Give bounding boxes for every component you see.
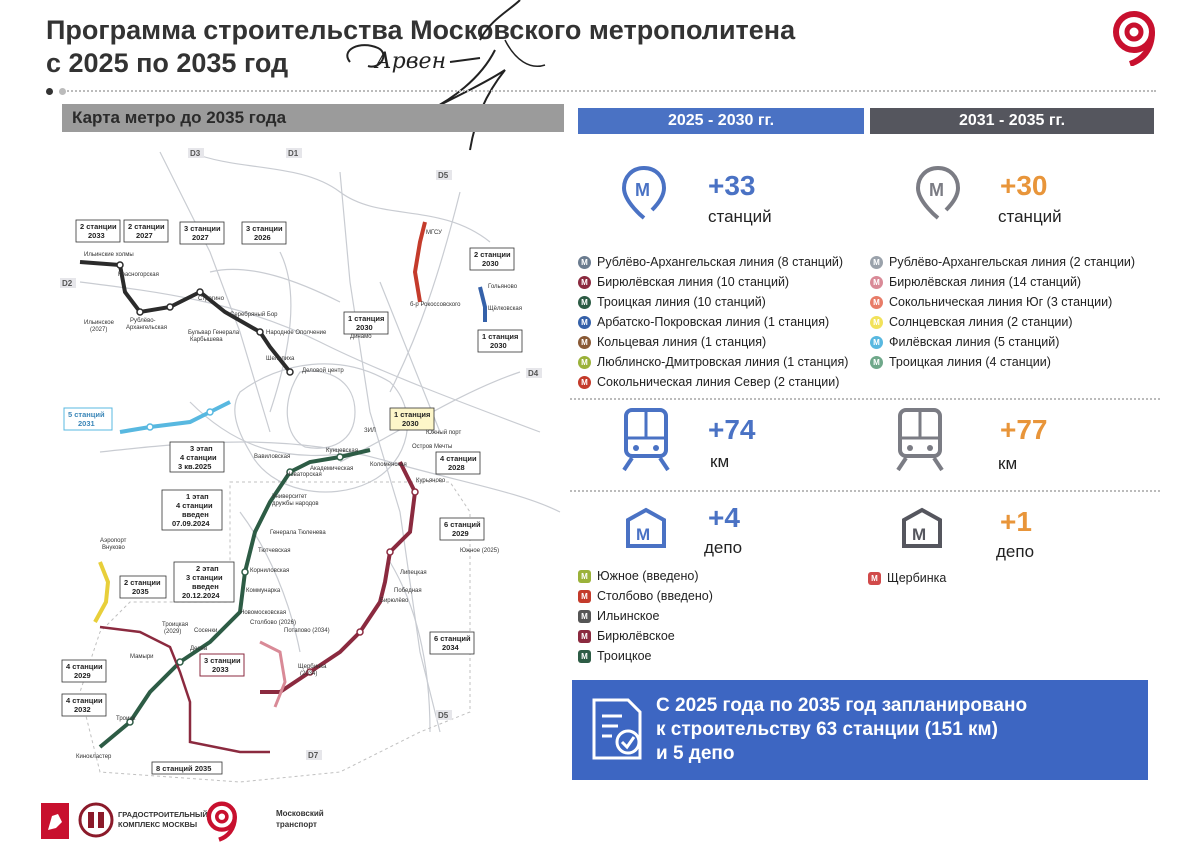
metro-line-icon: [870, 276, 883, 289]
label-d1: D1: [288, 149, 299, 158]
km-count-p1: +74: [708, 414, 756, 445]
station-narodnoe: Народное Ополчение: [266, 330, 327, 336]
depot-marker-icon: [868, 572, 881, 585]
station-kinoklaster: Киноклaстер: [76, 754, 112, 760]
summary-line-3: и 5 депо: [656, 743, 735, 764]
station-shelepiha: Шелепиха: [266, 356, 295, 362]
header-divider: [60, 90, 1156, 92]
legend-label: Арбатско-Покровская линия (1 станция): [597, 315, 830, 329]
station-novomoskovskaya: Новомосковская: [240, 610, 287, 616]
metro-line-icon: [578, 296, 591, 309]
depot-marker-icon: [578, 630, 591, 643]
legend-item: [578, 332, 848, 352]
station-dinamo: Динамо: [350, 334, 372, 340]
station-kommunarka: Коммунарка: [246, 588, 281, 594]
label-d7: D7: [308, 751, 319, 760]
depot-item: [578, 606, 713, 626]
legend-item: [870, 312, 1135, 332]
page-title: [46, 14, 795, 80]
station-potapovo: Потапово (2034): [284, 628, 330, 634]
callout-2029a: 6 станций 2029: [444, 520, 481, 538]
km-unit-p1: км: [710, 452, 730, 471]
depot-unit-p1: депо: [704, 538, 743, 557]
period-header-2031-2035: 2031 - 2035 гг.: [870, 108, 1154, 134]
title-line-1: Программа строительства Московского метрополитена: [46, 15, 796, 45]
lines-legend-p2: [870, 252, 1135, 372]
label-d5-south: D5: [438, 711, 449, 720]
station-lipetskaya: Липецкая: [400, 570, 427, 576]
line-arbatsko: [480, 287, 485, 322]
callout-2028: 4 станции 2028: [440, 454, 477, 472]
station-ilinskie: Ильинские холмы: [84, 252, 134, 258]
station-kornilovskaya: Корниловская: [250, 568, 290, 574]
station-biryulevo: Бирюлёво: [380, 598, 409, 604]
callout-2030b: 1 станция 2030: [348, 314, 385, 332]
metro-line-icon: [870, 316, 883, 329]
callout-2034: 6 станций 2034: [434, 634, 471, 652]
line-biryulevskaya-west: [100, 627, 270, 752]
callout-2035a: 2 станции 2035: [124, 578, 161, 596]
svg-text:М: М: [912, 525, 927, 544]
depot-item: [578, 626, 713, 646]
callout-2033: 2 станции 2033: [80, 222, 117, 240]
depot-label: Южное: [597, 569, 639, 583]
moscow-transport-logo: [1112, 10, 1162, 66]
legend-label: Филёвская линия (5 станций): [889, 335, 1060, 349]
legend-item: [870, 332, 1135, 352]
label-d4: D4: [528, 369, 539, 378]
period-header-2025-2030: 2025 - 2030 гг.: [578, 108, 864, 134]
station-vavilovskaya: Вавиловская: [254, 454, 291, 460]
station-serebryany: Серебряный Бор: [230, 312, 278, 318]
callout-2027b: 3 станции 2027: [184, 224, 221, 242]
depot-item: [578, 646, 713, 666]
stations-count-p1: +33: [708, 170, 756, 201]
metro-map: [40, 132, 564, 792]
legend-label: Солнцевская линия (2 станции): [889, 315, 1073, 329]
depot-item: [868, 568, 946, 588]
km-unit-p2: км: [998, 454, 1018, 473]
legend-item: [578, 252, 848, 272]
depot-item: [578, 586, 713, 606]
station-rublevo: Рублёво-Архангельская: [126, 318, 168, 331]
depot-unit-p2: депо: [996, 542, 1035, 561]
metro-line-icon: [578, 336, 591, 349]
footer-org-2: Московский транспорт: [276, 809, 324, 829]
page-dot-active: [46, 88, 53, 95]
station-ostrov: Остров Мечты: [412, 444, 453, 450]
svg-text:М: М: [636, 525, 651, 544]
station-zil: ЗИЛ: [364, 428, 376, 434]
line-solntsevskaya: [95, 562, 108, 622]
depot-icon-blue: [624, 506, 668, 550]
station-ilinskoe: Ильинское (2027): [84, 320, 114, 333]
station-kurjanovo: Курьяново: [416, 478, 446, 484]
moscow-coat-of-arms-icon: [40, 802, 70, 840]
title-line-2: с 2025 по 2035 год: [46, 48, 289, 78]
station-mgsu: МГСУ: [426, 230, 442, 236]
station-kolomenskaya: Коломенская: [370, 462, 407, 468]
stations-unit-p2: станций: [998, 207, 1062, 226]
callout-stage2: 2 этап 3 станции введен 20.12.2024: [182, 564, 223, 600]
moscow-transport-footer-logo: [206, 800, 242, 842]
station-delovoy: Деловой центр: [302, 368, 344, 374]
metro-line-icon: [870, 356, 883, 369]
depot-list-p2: [868, 568, 946, 588]
station-vnukovo: Аэропорт Внуково: [100, 538, 127, 551]
metro-line-icon: [578, 316, 591, 329]
station-shcherbinka: Щербинка (2034): [298, 664, 327, 677]
callout-2029b: 4 станции 2029: [66, 662, 103, 680]
depot-label: Троицкое: [597, 649, 652, 663]
depot-label: Столбово: [597, 589, 654, 603]
depot-marker-icon: [578, 570, 591, 583]
legend-label: Троицкая линия (4 станции): [889, 355, 1051, 369]
legend-item: [578, 352, 848, 372]
handwriting-text: Арвен: [375, 49, 447, 74]
depot-note: (введено): [656, 589, 713, 603]
summary-line-1: С 2025 года по 2035 год запланировано: [656, 695, 1028, 716]
depot-label: Бирюлёвское: [597, 629, 675, 643]
callout-2035b: 8 станций 2035: [156, 764, 212, 773]
station-yuzhnoe: Южное (2025): [460, 548, 500, 554]
grad-complex-logo-icon: [78, 802, 114, 838]
callout-2030c: 1 станция 2030: [482, 332, 519, 350]
station-troitskaya: Троицкая (2029): [162, 622, 189, 635]
legend-label: Рублёво-Архангельская линия (8 станций): [597, 255, 844, 269]
callout-2026: 3 станции 2026: [246, 224, 283, 242]
metro-line-icon: [578, 276, 591, 289]
callout-2030a: 2 станции 2030: [474, 250, 511, 268]
legend-item: [870, 272, 1135, 292]
station-kurskaya: Кунцевская: [326, 448, 358, 454]
section-divider: [570, 398, 1160, 400]
legend-label: Сокольническая линия Север (2 станции): [597, 375, 840, 389]
summary-text: [656, 694, 1136, 766]
train-icon-blue: [620, 408, 672, 472]
depot-label: Ильинское: [597, 609, 660, 623]
callout-stage3: 3 этап 4 станции 3 кв.2025: [178, 444, 217, 471]
legend-label: Сокольническая линия Юг (3 станции): [889, 295, 1113, 309]
station-tyuleneva: Генерала Тюленева: [270, 530, 326, 536]
station-krasnogorskaya: Красногорская: [118, 272, 159, 278]
footer-org-1: ГРАДОСТРОИТЕЛЬНЫЙ КОМПЛЕКС МОСКВЫ: [118, 810, 208, 829]
station-mamyri: Мамыри: [130, 654, 154, 660]
station-stolbovo: Столбово (2026): [250, 620, 296, 626]
legend-item: [870, 292, 1135, 312]
station-yuzhny-port: Южный порт: [426, 430, 462, 436]
summary-line-2: к строительству 63 станции (151 км): [656, 719, 998, 740]
depot-list-p1: [578, 566, 713, 666]
station-troitsk: Троицк: [116, 716, 136, 722]
depot-item: [578, 566, 713, 586]
line-sokolnicheskaya-north: [415, 222, 425, 302]
stations-unit-p1: станций: [708, 207, 772, 226]
depot-count-p1: +4: [708, 502, 740, 533]
metro-pin-icon-gray: [916, 166, 960, 220]
callout-2031: 5 станций 2031: [68, 410, 105, 428]
legend-label: Кольцевая линия (1 станция): [597, 335, 767, 349]
callout-stage1: 1 этап 4 станции введен 07.09.2024: [172, 492, 213, 528]
legend-item: [578, 272, 848, 292]
station-novatorskaya: Новаторская: [286, 472, 322, 478]
line-troitskaya: [100, 450, 370, 747]
station-pobedy: Победная: [394, 588, 422, 594]
legend-label: Бирюлёвская линия (10 станций): [597, 275, 790, 289]
map-header: [62, 104, 564, 132]
depot-marker-icon: [578, 590, 591, 603]
label-d2: D2: [62, 279, 73, 288]
metro-line-icon: [578, 376, 591, 389]
map-header-text: Карта метро до 2035 года: [72, 108, 287, 127]
callout-2030d: 1 станция 2030: [394, 410, 431, 428]
legend-item: [870, 352, 1135, 372]
station-bulvar: Бульвар Генерала Карбышева: [188, 330, 240, 343]
station-universitet: Университет дружбы народов: [272, 494, 319, 507]
station-desna: Десна: [190, 646, 208, 652]
lines-legend-p1: [578, 252, 848, 392]
station-tyutchevskaya: Тютчевская: [258, 548, 291, 554]
depot-icon-gray: [900, 506, 944, 550]
svg-text:М: М: [635, 180, 650, 200]
metro-line-icon: [870, 336, 883, 349]
metro-line-icon: [578, 256, 591, 269]
station-sosenki: Сосенки: [194, 628, 218, 634]
depot-marker-icon: [578, 650, 591, 663]
km-count-p2: +77: [1000, 414, 1048, 445]
station-golyanovo: Гольяново: [488, 284, 518, 290]
line-filevskaya: [120, 402, 230, 432]
legend-item: [578, 372, 848, 392]
metro-line-icon: [870, 296, 883, 309]
metro-pin-icon-blue: [622, 166, 666, 220]
station-strogino: Строгино: [198, 296, 224, 302]
section-divider: [570, 490, 1160, 492]
depot-count-p2: +1: [1000, 506, 1032, 537]
document-check-icon: [588, 696, 646, 762]
summary-banner: [572, 680, 1148, 780]
depot-label: Щербинка: [887, 571, 947, 585]
train-icon-gray: [894, 408, 946, 472]
legend-label: Бирюлёвская линия (14 станций): [889, 275, 1082, 289]
depot-marker-icon: [578, 610, 591, 623]
station-rokossovskogo: б-р Рокоссовского: [410, 302, 461, 308]
label-d5: D5: [438, 171, 449, 180]
callout-2032: 4 станции 2032: [66, 696, 103, 714]
legend-item: [870, 252, 1135, 272]
station-akademicheskaya: Академическая: [310, 466, 354, 472]
metro-line-icon: [578, 356, 591, 369]
callout-2027a: 2 станции 2027: [128, 222, 165, 240]
legend-label: Рублёво-Архангельская линия (2 станции): [889, 255, 1136, 269]
station-shchelkovskaya: Щёлковская: [488, 306, 522, 312]
line-biryulevskaya-south: [260, 642, 285, 707]
svg-text:М: М: [929, 180, 944, 200]
stations-count-p2: +30: [1000, 170, 1048, 201]
metro-line-icon: [870, 256, 883, 269]
legend-label: Троицкая линия (10 станций): [597, 295, 766, 309]
depot-note: (введено): [642, 569, 699, 583]
label-d3: D3: [190, 149, 201, 158]
legend-item: [578, 312, 848, 332]
legend-label: Люблинско-Дмитровская линия (1 станция): [597, 355, 849, 369]
callout-2033b: 3 станции 2033: [204, 656, 241, 674]
legend-item: [578, 292, 848, 312]
